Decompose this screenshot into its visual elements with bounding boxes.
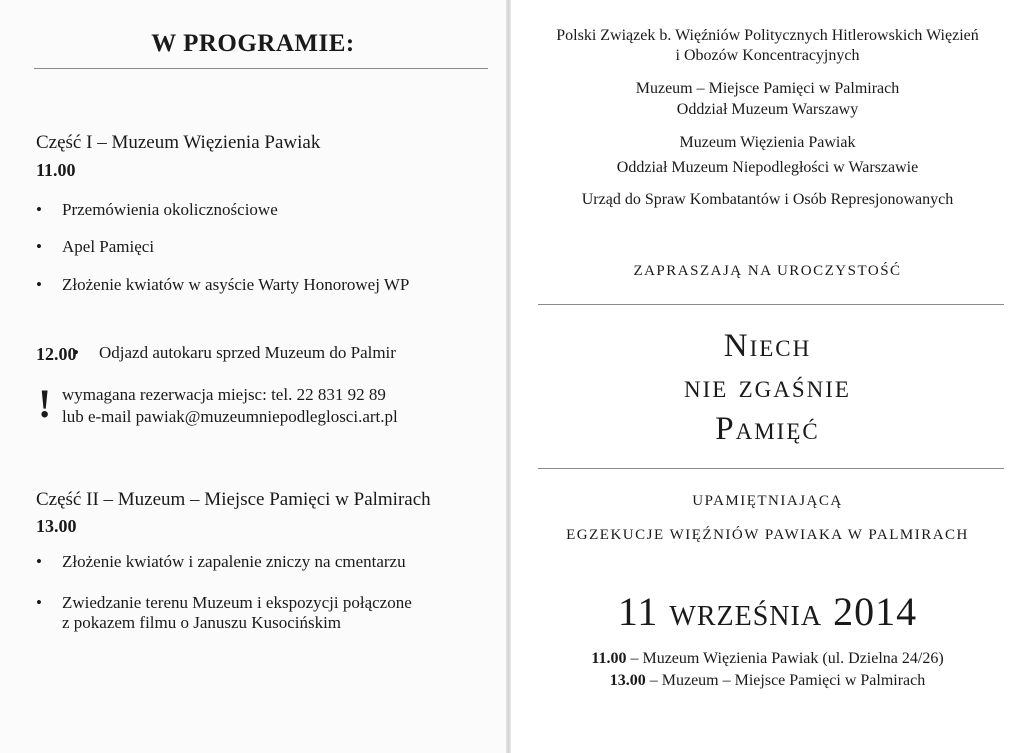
schedule-text: – Muzeum Więzienia Pawiak (ul. Dzielna 24/26) [630, 650, 944, 667]
transport-time: 12.00 [36, 344, 77, 364]
schedule-time: 11.00 [591, 650, 627, 667]
part1-item: • Apel Pamięci [62, 237, 154, 257]
program-title: W PROGRAMIE: [151, 30, 355, 57]
schedule-line [511, 672, 1024, 690]
notice-line: wymagana rezerwacja miejsc: tel. 22 831 92 89 [62, 385, 386, 404]
headline-top-divider [538, 304, 1004, 305]
commemorating-text: UPAMIĘTNIAJĄCĄ [692, 493, 843, 509]
part2-item: • Zwiedzanie terenu Muzeum i ekspozycji połączone [62, 593, 412, 613]
part2-item-continued: z pokazem filmu o Januszu Kusocińskim [62, 613, 342, 632]
part2-time: 13.00 [36, 516, 77, 536]
notice-email: lub e-mail pawiak@muzeumniepodleglosci.art.pl [62, 407, 398, 426]
organizer-line: Polski Związek b. Więźniów Politycznych Hitlerowskich Więzień [556, 27, 979, 44]
warning-icon: ! [38, 381, 52, 426]
part2-heading: Część II – Muzeum – Miejsce Pamięci w Palmirach [36, 489, 431, 510]
transport-text: • Odjazd autokaru sprzed Muzeum do Palmir [99, 343, 396, 363]
left-page [0, 0, 506, 753]
event-date: 11 września 2014 [617, 589, 918, 634]
organizer-line: Oddział Muzeum Niepodległości w Warszawie [616, 159, 919, 176]
execution-text: EGZEKUCJE WIĘŹNIÓW PAWIAKA W PALMIRACH [566, 527, 969, 543]
headline-line: Pamięć [715, 411, 820, 447]
schedule-time: 13.00 [609, 672, 646, 689]
schedule-line [511, 650, 1024, 668]
organizer-line: Oddział Muzeum Warszawy [676, 101, 859, 118]
headline-line: Niech [723, 328, 812, 364]
part1-heading: Część I – Muzeum Więzienia Pawiak [36, 132, 321, 153]
organizer-line: Muzeum Więzienia Pawiak [679, 134, 856, 151]
headline-line: nie zgaśnie [684, 369, 851, 405]
organizer-line: Urząd do Spraw Kombatantów i Osób Represjonowanych [581, 191, 954, 208]
organizer-line: Muzeum – Miejsce Pamięci w Palmirach [635, 80, 900, 97]
organizer-line: i Obozów Koncentracyjnych [675, 47, 860, 64]
part1-time: 11.00 [36, 160, 76, 180]
part1-item: • Przemówienia okolicznościowe [62, 200, 278, 220]
title-divider [34, 68, 488, 69]
part1-item: • Złożenie kwiatów w asyście Warty Honorowej WP [62, 275, 409, 295]
headline-bottom-divider [538, 468, 1004, 469]
part2-item: • Złożenie kwiatów i zapalenie zniczy na cmentarzu [62, 552, 406, 572]
schedule-text: – Muzeum – Miejsce Pamięci w Palmirach [649, 672, 926, 689]
invite-text: ZAPRASZAJĄ NA UROCZYSTOŚĆ [633, 263, 902, 279]
